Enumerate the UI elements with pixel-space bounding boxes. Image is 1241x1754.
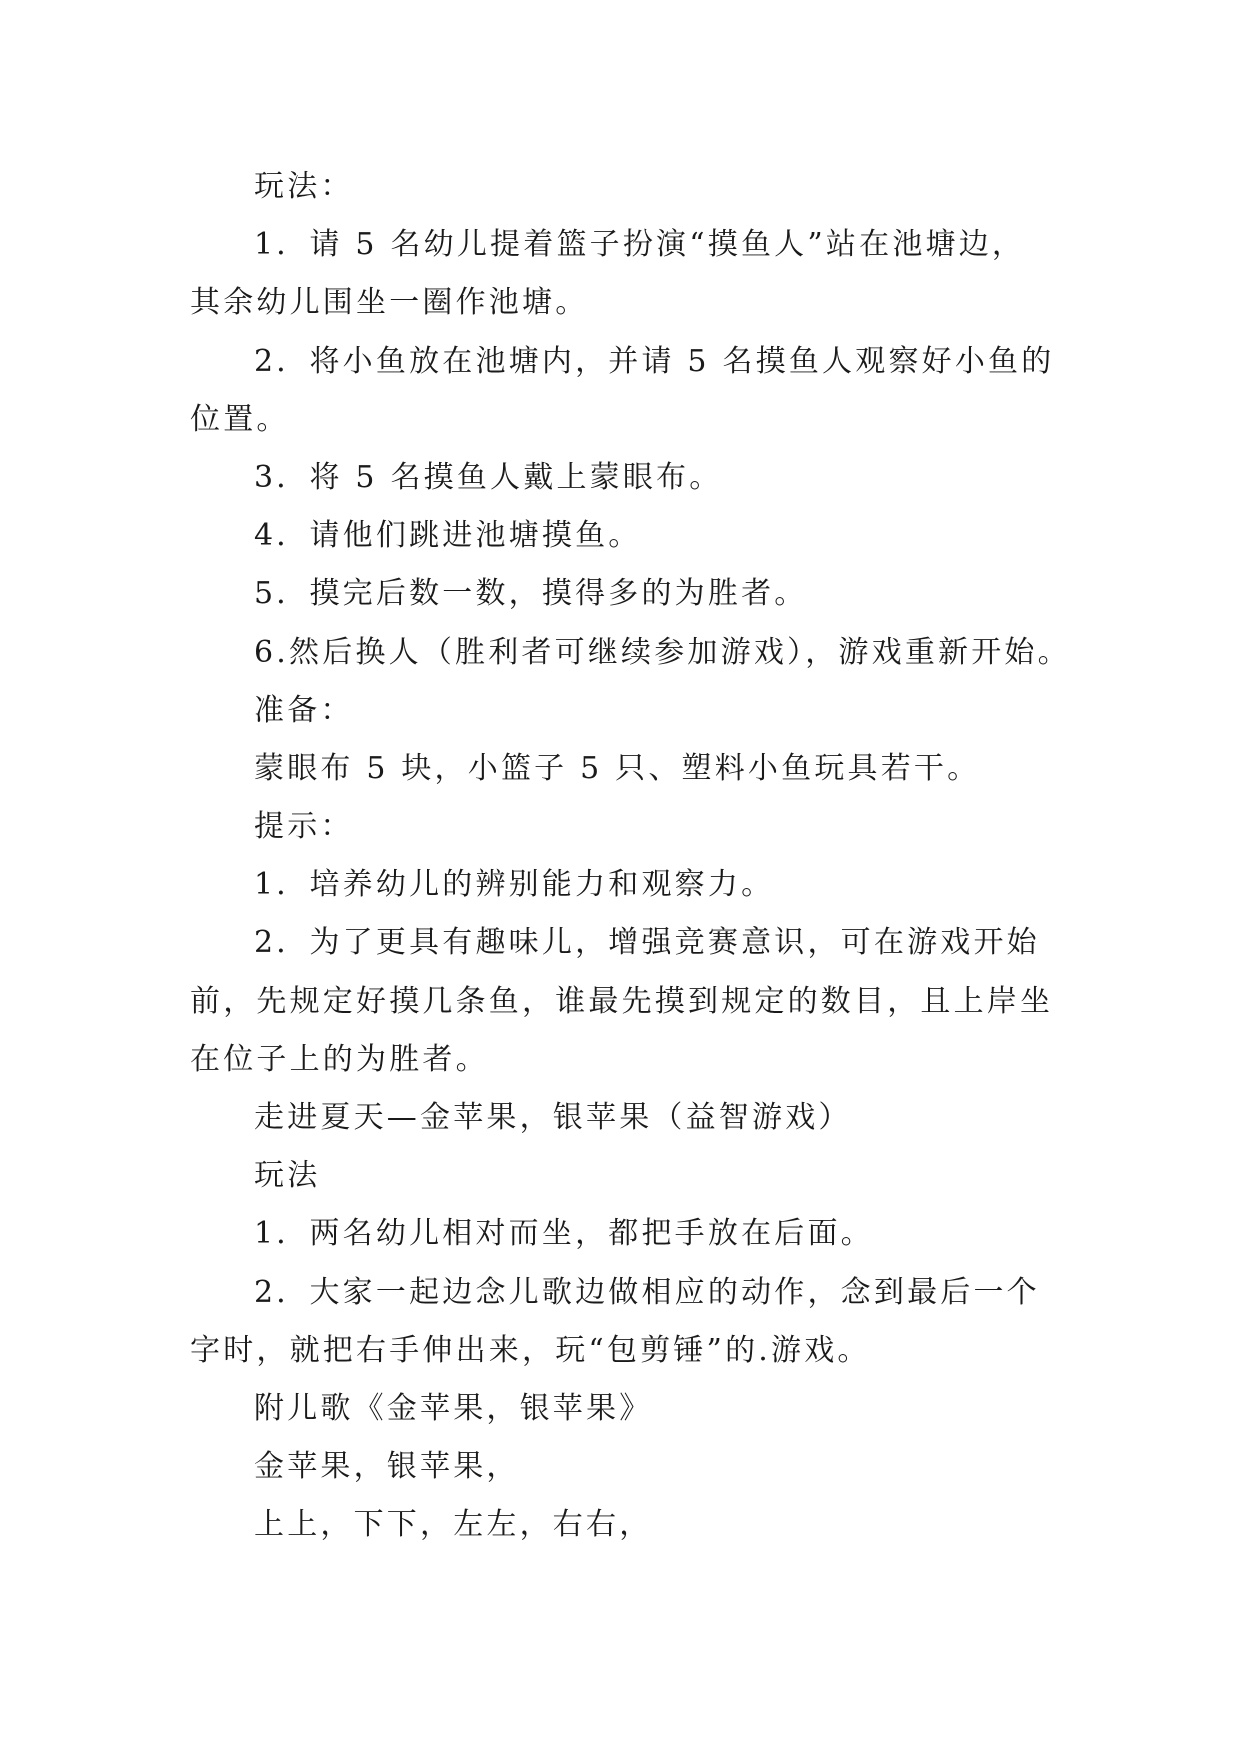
paragraph-line: 5．摸完后数一数，摸得多的为胜者。 xyxy=(254,576,808,612)
paragraph-line: 其余幼儿围坐一圈作池塘。 xyxy=(190,285,589,321)
paragraph-line: 6.然后换人（胜利者可继续参加游戏），游戏重新开始。 xyxy=(254,634,1071,670)
section-title: 走进夏天—金苹果，银苹果（益智游戏） xyxy=(254,1100,852,1135)
paragraph-line: 4．请他们跳进池塘摸鱼。 xyxy=(254,518,642,554)
paragraph-line: 位置。 xyxy=(190,401,290,437)
section-heading: 提示： xyxy=(254,809,354,845)
paragraph-line: 玩法： xyxy=(254,169,354,204)
document-body xyxy=(190,158,1071,1555)
section-heading: 玩法 xyxy=(254,1158,321,1194)
poem-line: 上上，下下，左左，右右， xyxy=(254,1507,653,1543)
section-heading: 准备： xyxy=(254,692,354,728)
paragraph-line: 2．大家一起边念儿歌边做相应的动作，念到最后一个 xyxy=(254,1274,1040,1310)
paragraph-line: 蒙眼布 5 块，小篮子 5 只、塑料小鱼玩具若干。 xyxy=(254,750,981,786)
poem-line: 金苹果，银苹果， xyxy=(254,1449,520,1485)
paragraph-line: 2．为了更具有趣味儿，增强竞赛意识，可在游戏开始 xyxy=(254,925,1040,961)
paragraph-line: 前，先规定好摸几条鱼，谁最先摸到规定的数目，且上岸坐 xyxy=(190,983,1054,1019)
paragraph-line: 2．将小鱼放在池塘内，并请 5 名摸鱼人观察好小鱼的 xyxy=(254,343,1055,379)
section-heading: 附儿歌《金苹果，银苹果》 xyxy=(254,1390,653,1426)
paragraph-line: 3．将 5 名摸鱼人戴上蒙眼布。 xyxy=(254,459,723,495)
paragraph-line: 1．培养幼儿的辨别能力和观察力。 xyxy=(254,867,775,903)
paragraph-line: 1．两名幼儿相对而坐，都把手放在后面。 xyxy=(254,1216,874,1252)
paragraph-line: 1．请 5 名幼儿提着篮子扮演“摸鱼人”站在池塘边， xyxy=(254,227,1026,263)
paragraph-line: 字时，就把右手伸出来，玩“包剪锤”的.游戏。 xyxy=(190,1332,871,1368)
paragraph-line: 在位子上的为胜者。 xyxy=(190,1041,489,1077)
